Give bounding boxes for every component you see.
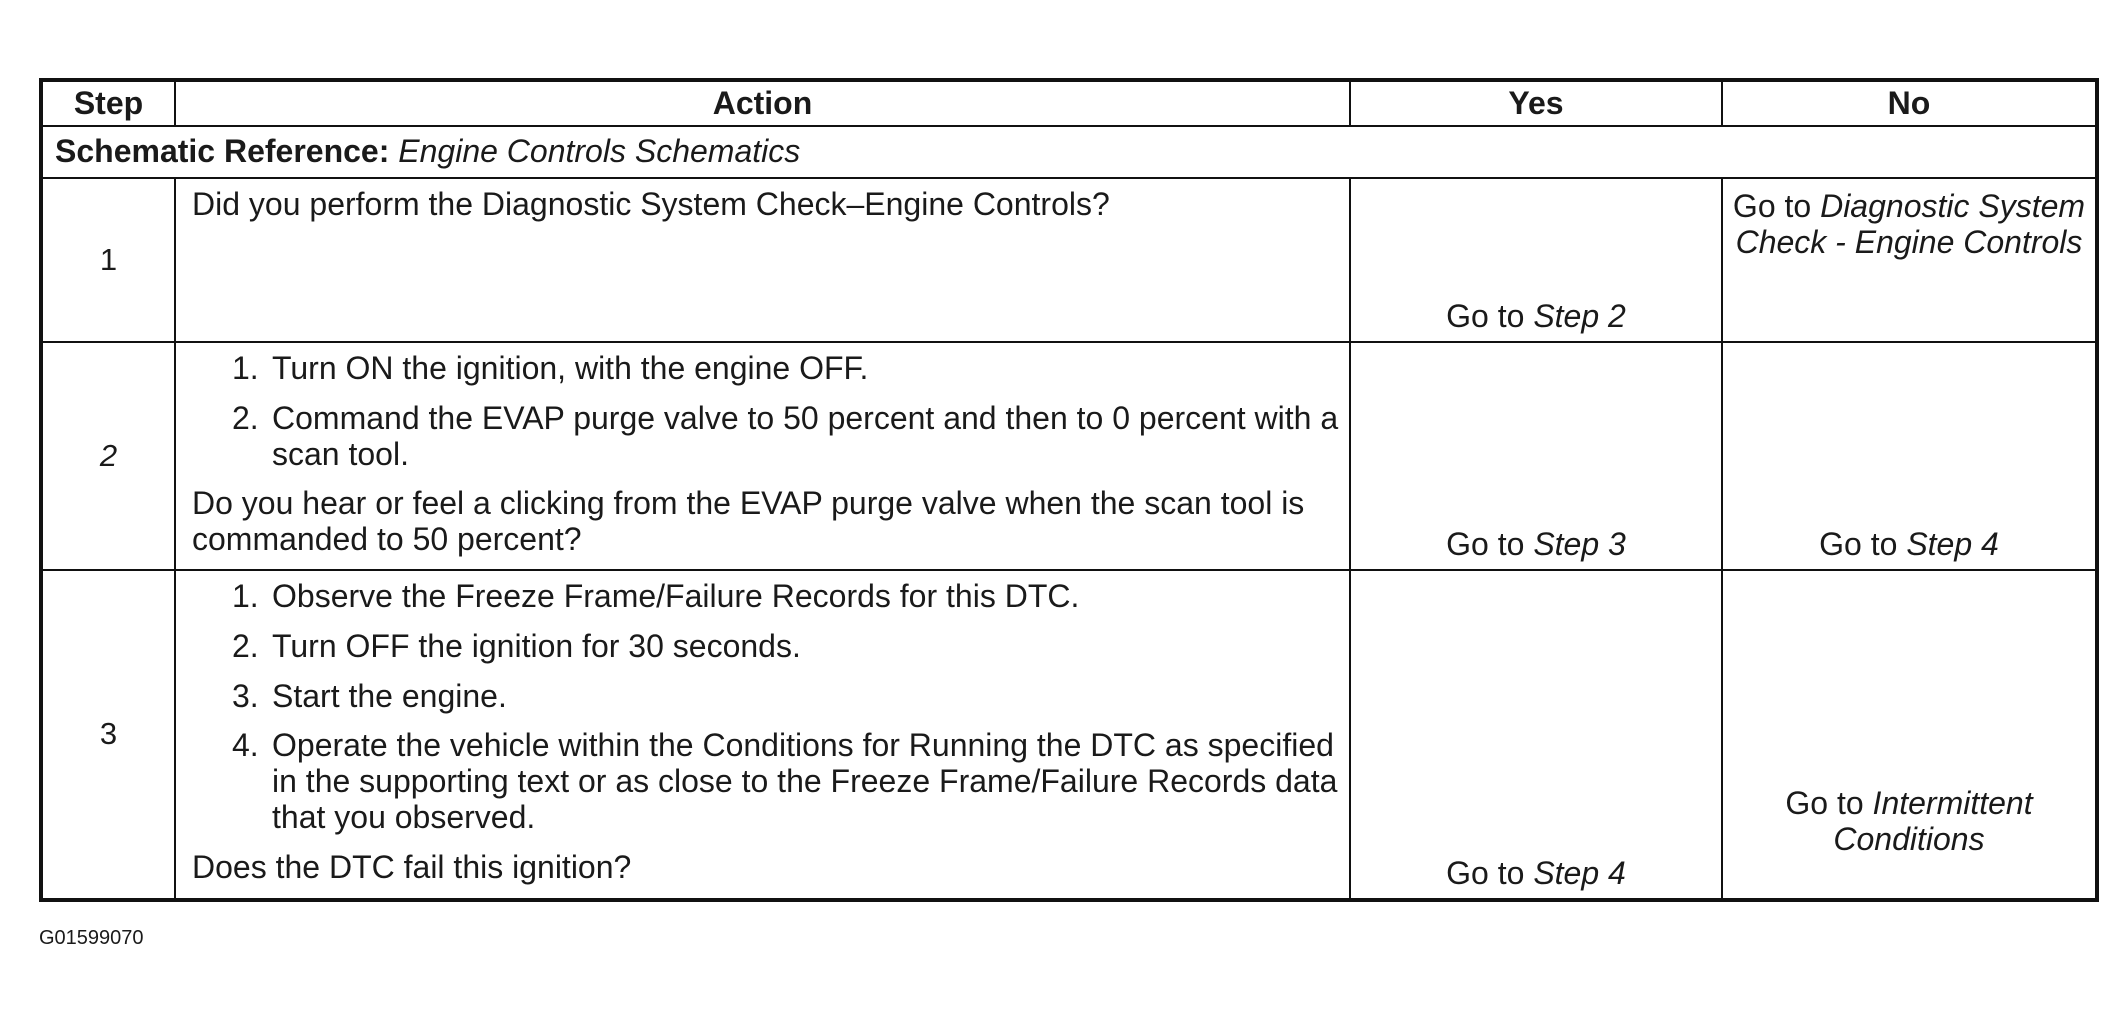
header-step: Step	[41, 80, 175, 126]
yes-cell	[1350, 342, 1722, 570]
yes-cell	[1350, 570, 1722, 900]
action-step-item	[192, 728, 1339, 835]
header-row	[41, 80, 2097, 126]
table-row-step-3	[41, 570, 2097, 900]
schematic-reference-label: Schematic Reference:	[55, 133, 390, 170]
action-step-number: 1.	[232, 578, 259, 614]
schematic-reference-link[interactable]: Engine Controls Schematics	[398, 133, 801, 170]
no-cell	[1722, 342, 2097, 570]
yes-link[interactable]: Step 2	[1533, 298, 1626, 335]
schematic-reference	[41, 126, 2097, 178]
yes-prefix: Go to	[1446, 855, 1534, 892]
no-prefix: Go to	[1785, 785, 1873, 822]
header-action: Action	[175, 80, 1350, 126]
no-link[interactable]: Step 4	[1906, 526, 1999, 563]
action-step-text: Turn OFF the ignition for 30 seconds.	[272, 627, 801, 664]
action-step-item	[192, 401, 1339, 473]
action-step-text: Operate the vehicle within the Conditions for Running the DTC as specified in the supporting text or as close to the Freeze Frame/Failure Records data that you observed.	[272, 727, 1338, 836]
yes-link[interactable]: Step 4	[1533, 855, 1626, 892]
no-prefix: Go to	[1819, 526, 1907, 563]
step-number: 1	[41, 178, 175, 342]
schematic-reference-row	[41, 126, 2097, 178]
header-yes: Yes	[1350, 80, 1722, 126]
table-row-step-1	[41, 178, 2097, 342]
action-cell	[175, 570, 1350, 900]
no-cell	[1722, 570, 2097, 900]
no-cell	[1722, 178, 2097, 342]
action-step-text: Turn ON the ignition, with the engine OFF.	[272, 350, 869, 386]
header-no: No	[1722, 80, 2097, 126]
diagnostic-table	[39, 78, 2099, 902]
action-step-text: Start the engine.	[272, 677, 507, 714]
action-steps-list	[192, 579, 1339, 836]
action-question: Do you hear or feel a clicking from the EVAP purge valve when the scan tool is commanded to 50 percent?	[192, 485, 1305, 558]
table-row-step-2	[41, 342, 2097, 570]
action-step-number: 4.	[232, 727, 259, 764]
action-step-item	[192, 679, 1339, 715]
action-cell	[175, 342, 1350, 570]
action-question: Did you perform the Diagnostic System Check–Engine Controls?	[192, 186, 1110, 222]
action-step-number: 2.	[232, 399, 259, 436]
action-step-text: Observe the Freeze Frame/Failure Records for this DTC.	[272, 578, 1080, 614]
action-steps-list	[192, 351, 1339, 472]
action-step-number: 1.	[232, 350, 259, 386]
yes-cell	[1350, 178, 1722, 342]
action-step-item	[192, 629, 1339, 665]
yes-prefix: Go to	[1446, 526, 1534, 563]
action-question: Does the DTC fail this ignition?	[192, 848, 632, 885]
step-number: 3	[41, 570, 175, 900]
no-link[interactable]: Intermittent Conditions	[1833, 785, 2033, 858]
no-link[interactable]: Diagnostic System Check - Engine Controls	[1735, 188, 2086, 260]
step-number-text: 2	[99, 437, 118, 473]
action-step-number: 2.	[232, 627, 259, 664]
action-step-item	[192, 351, 1339, 387]
yes-link[interactable]: Step 3	[1533, 526, 1626, 563]
no-prefix: Go to	[1732, 188, 1821, 224]
figure-id: G01599070	[39, 927, 144, 949]
action-step-text: Command the EVAP purge valve to 50 percent and then to 0 percent with a scan tool.	[272, 399, 1339, 472]
yes-prefix: Go to	[1446, 298, 1534, 335]
step-number	[41, 342, 175, 570]
action-cell	[175, 178, 1350, 342]
action-step-item	[192, 579, 1339, 615]
action-step-number: 3.	[232, 677, 259, 714]
